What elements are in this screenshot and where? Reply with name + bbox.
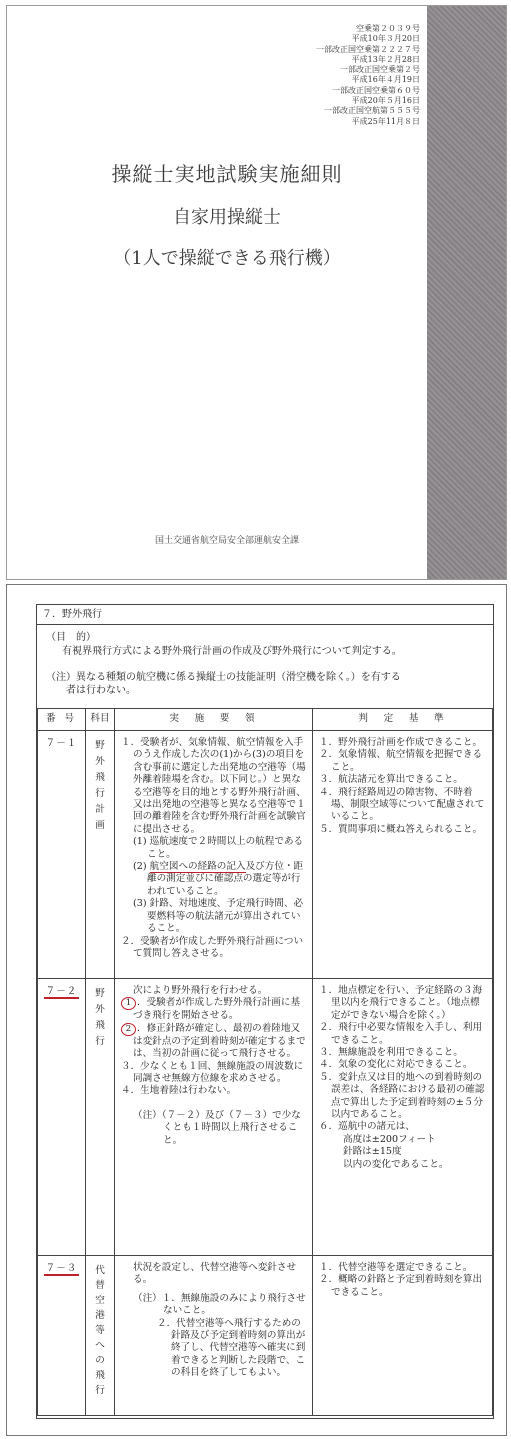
revision-line: 空乗第２０３９号 [356,24,420,33]
note-line: 者は行わない。 [66,685,136,696]
header-subject: 科目 [86,709,115,731]
section-heading: ７．野外飛行 [37,605,493,625]
purpose-text: 有視界飛行方式による野外飛行計画の作成及び野外飛行について判定する。 [62,646,402,657]
impl-item: １．受験者が、気象情報、航空情報を入手のうえ作成した次の(1)から(3)の項目を含む事前に選定した出発地の空港等（場外離着陸場を含む。以下同じ。）と異なる空港等を目的地とする野外飛行計画、又は出発地の空港等と異なる空港等で１回の離着陸を含む野外飛行計画を試験官に提出させる。 [121,737,306,835]
impl-subitem: (1) 巡航速度で２時間以上の航程であること。 [133,836,304,860]
item-subject: 野 外 飛 行 計 画 [86,731,115,979]
item-number: ７－１ [38,731,86,979]
purpose-block [37,625,493,671]
impl-item: 2 ．修正針路が確定し、最初の着陸地又は変針点の予定到着時刻が確定するまでは、当初の計画に従って飛行させる。 [121,1023,307,1061]
cover-side-stripe [427,6,506,579]
criteria-cell [313,731,493,979]
criteria-cell [313,979,493,1256]
impl-note: （注）（７－２）及び（７－３）で少なくとも１時間以上飛行させること。 [133,1109,301,1146]
criteria-item: ２．飛行中必要な情報を入手し、利用できること。 [319,1022,483,1046]
section-page [6,584,507,1436]
criteria-subline: 針路は±15度 [343,1146,402,1158]
criteria-item: ２．気象情報、航空情報を把握できること。 [319,749,483,773]
criteria-item: １．地点標定を行い、予定経路の３海里以内を飛行できること。（地点標定ができない場合を除く。） [319,985,483,1021]
impl-note: （注）１．無線施設のみにより飛行させないこと。 [133,1292,306,1317]
revision-line: 一部改正国空乗第２２２７号 [316,44,420,54]
revision-line: 一部改正国空乗第６０号 [332,85,420,95]
cover-page [6,5,507,580]
item-subject: 代 替 空 港 等 へ の 飛 行 [86,1256,115,1416]
revision-line: 平成16年４月19日 [351,75,420,85]
implementation-cell [115,1256,313,1416]
criteria-item: ５．変針点又は目的地への到着時刻の誤差は、各経路における最初の確認点で算出した予定到着時刻の±５分以内であること。 [319,1071,485,1121]
impl-item: 1 ．受験者が作成した野外飛行計画に基づき飛行を開始させる。 [121,997,307,1022]
document-subtitle-2: （1人で操縦できる飛行機） [113,248,341,269]
criteria-table [37,708,493,1416]
revision-line: 平成10年３月20日 [351,34,420,44]
impl-item: ４．生地着陸は行わない。 [121,1085,237,1097]
criteria-subline: 高度は±200フィート [343,1133,436,1145]
document-subtitle: 自家用操縦士 [173,207,281,228]
header-number: 番 号 [38,709,86,731]
criteria-cell [313,1256,493,1416]
table-header-row [38,709,493,731]
red-underline-annotation: 航空図への経路の記入 [149,861,246,873]
item-number [38,979,86,1256]
section-box [36,604,494,1419]
implementation-cell [115,979,313,1256]
issuer: 国土交通省航空局安全部運航安全課 [154,536,299,546]
criteria-subline: 以内の変化であること。 [343,1158,449,1170]
criteria-item: ４．気象の変化に対応できること。 [319,1059,473,1071]
impl-subitem: (3) 針路、対地速度、予定飛行時間、必要燃料等の航法諸元が算出されていること。 [133,898,304,935]
impl-item: ３．少なくとも１回、無線施設の周波数に同調させ無線方位線を求めさせる。 [121,1060,304,1085]
revision-line: 平成20年５月16日 [351,96,420,106]
table-row [38,1256,493,1416]
red-underline-annotation: ７－３ [45,1263,78,1274]
criteria-item: ４．飛行経路周辺の障害物、不時着場、制限空域等について配慮されていること。 [319,786,485,823]
table-row [38,731,493,979]
header-criteria: 判 定 基 準 [313,709,493,731]
header-implementation: 実 施 要 領 [115,709,313,731]
item-subject: 野 外 飛 行 [86,979,115,1256]
revision-history [316,24,420,127]
note-block [37,671,493,701]
revision-line: 平成25年11月８日 [351,116,420,126]
document-title: 操縦士実地試験実施細則 [111,162,343,186]
criteria-item: ３．無線施設を利用できること。 [319,1047,463,1059]
item-number [38,1256,86,1416]
red-circle-annotation: 2 [121,1023,136,1036]
note-line: （注）異なる種類の航空機に係る操縦士の技能証明（滑空機を除く。）を有する [46,672,401,683]
red-circle-annotation: 1 [121,997,136,1010]
impl-item: ２．受験者が作成した野外飛行計画について質問し答えさせる。 [121,935,304,959]
revision-line: 平成13年２月28日 [351,54,420,64]
criteria-item: ２．概略の針路と予定到着時刻を算出できること。 [319,1274,483,1298]
criteria-item: ６．巡航中の諸元は、 [319,1121,415,1133]
revision-line: 一部改正国空乗第２号 [340,65,420,75]
criteria-item: １．野外飛行計画を作成できること。 [319,737,483,748]
implementation-cell [115,731,313,979]
impl-note: ２．代替空港等へ飛行するための針路及び予定到着時刻の算出が終了し、代替空港等へ確実に到着できると判断した段階で、この科目を終了してもよい。 [157,1317,306,1379]
impl-subitem: (2) 航空図への経路の記入及び方位・距離の測定並びに確認点の選定等が行われていること。 [133,861,304,897]
red-underline-annotation: ７－２ [45,986,78,997]
criteria-item: １．代替空港等を選定できること。 [319,1262,473,1273]
revision-line: 一部改正国空航第５５５号 [324,106,420,116]
impl-intro: 状況を設定し、代替空港等へ変針させる。 [133,1262,297,1286]
table-row [38,979,493,1256]
criteria-item: ３．航法諸元を算出できること。 [319,774,463,786]
criteria-item: ５．質問事項に概ね答えられること。 [319,823,483,835]
purpose-label: （目 的） [46,632,96,643]
impl-intro: 次により野外飛行を行わせる。 [133,985,268,996]
